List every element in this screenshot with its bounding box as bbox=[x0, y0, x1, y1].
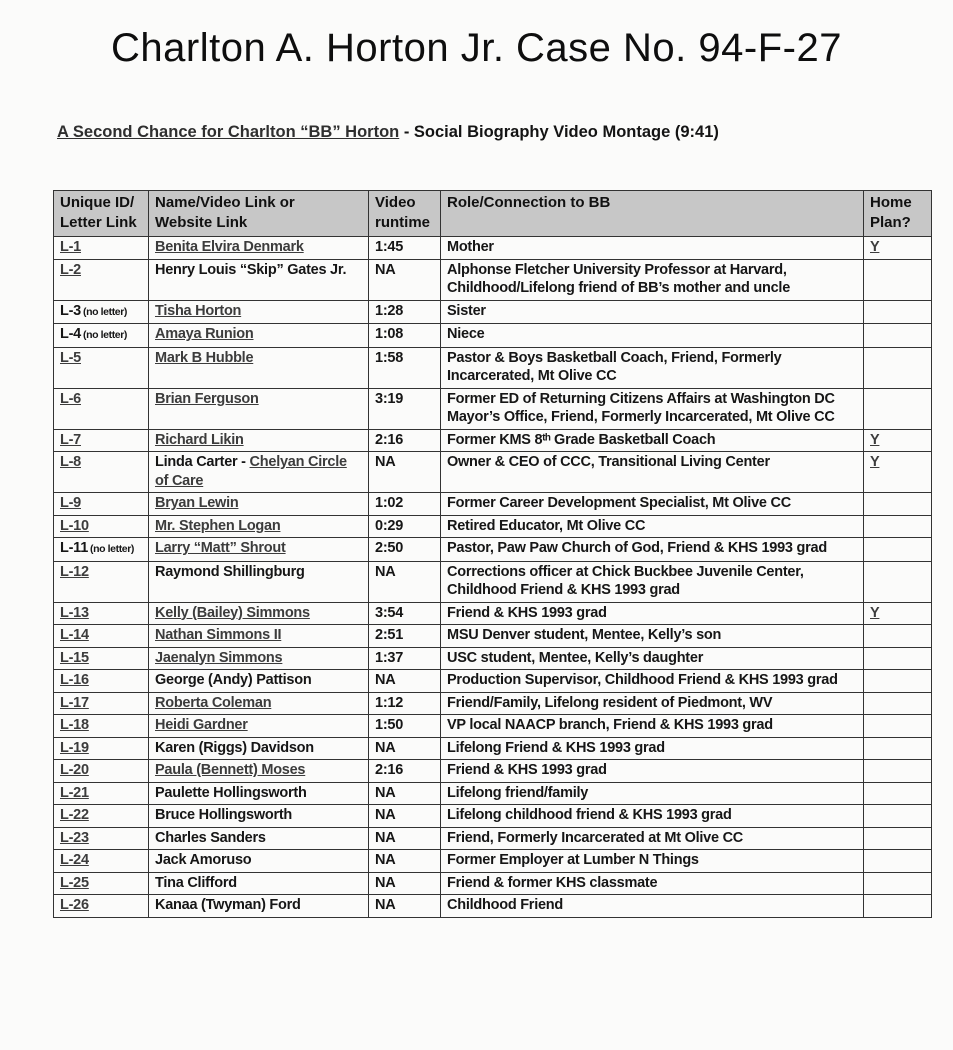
row-id-text: L-11 bbox=[60, 540, 89, 556]
header-line: Letter Link bbox=[60, 214, 137, 231]
row-id-text: L-4 bbox=[60, 326, 81, 342]
runtime-cell: 2:50 bbox=[369, 538, 441, 562]
name-cell bbox=[149, 429, 369, 452]
header-line: Name/Video Link or bbox=[155, 194, 295, 211]
name-link[interactable]: Nathan Simmons II bbox=[155, 627, 282, 643]
home-plan-cell bbox=[864, 300, 932, 324]
header-line: Role/Connection to BB bbox=[447, 194, 611, 211]
id-note: (no letter) bbox=[83, 305, 128, 318]
table-row bbox=[54, 737, 932, 760]
table-row bbox=[54, 602, 932, 625]
name-cell bbox=[149, 850, 369, 873]
name-cell bbox=[149, 670, 369, 693]
home-plan-cell bbox=[864, 237, 932, 260]
table-row bbox=[54, 259, 932, 300]
id-cell bbox=[54, 429, 149, 452]
row-id-link[interactable]: L-16 bbox=[60, 672, 89, 688]
name-link[interactable]: Amaya Runion bbox=[155, 326, 254, 342]
name-link[interactable]: Brian Ferguson bbox=[155, 390, 259, 407]
table-row bbox=[54, 715, 932, 738]
name-cell bbox=[149, 515, 369, 538]
name-cell bbox=[149, 805, 369, 828]
row-id-link[interactable]: L-2 bbox=[60, 261, 81, 278]
name-cell bbox=[149, 300, 369, 324]
id-cell bbox=[54, 561, 149, 602]
home-plan-cell bbox=[864, 324, 932, 348]
home-plan-link[interactable]: Y bbox=[870, 454, 880, 470]
id-cell bbox=[54, 737, 149, 760]
id-cell bbox=[54, 602, 149, 625]
home-plan-cell bbox=[864, 827, 932, 850]
runtime-cell: NA bbox=[369, 452, 441, 493]
home-plan-cell bbox=[864, 760, 932, 783]
home-plan-cell bbox=[864, 388, 932, 429]
name-text: Paulette Hollingsworth bbox=[155, 784, 307, 801]
name-cell bbox=[149, 625, 369, 648]
name-cell bbox=[149, 602, 369, 625]
row-id-link[interactable]: L-12 bbox=[60, 563, 89, 580]
name-text: George (Andy) Pattison bbox=[155, 672, 312, 688]
role-cell: Lifelong Friend & KHS 1993 grad bbox=[441, 737, 864, 760]
name-text: Kanaa (Twyman) Ford bbox=[155, 897, 301, 913]
runtime-cell: NA bbox=[369, 259, 441, 300]
home-plan-cell bbox=[864, 515, 932, 538]
id-cell bbox=[54, 782, 149, 805]
runtime-cell: 1:45 bbox=[369, 237, 441, 260]
home-plan-cell bbox=[864, 872, 932, 895]
id-cell bbox=[54, 515, 149, 538]
home-plan-cell bbox=[864, 602, 932, 625]
runtime-cell: 1:28 bbox=[369, 300, 441, 324]
runtime-cell: 2:16 bbox=[369, 429, 441, 452]
home-plan-cell bbox=[864, 429, 932, 452]
header-row bbox=[54, 191, 932, 237]
column-header-home bbox=[864, 191, 932, 237]
name-link[interactable]: Paula (Bennett) Moses bbox=[155, 762, 306, 778]
id-cell bbox=[54, 452, 149, 493]
name-cell bbox=[149, 347, 369, 388]
name-cell bbox=[149, 259, 369, 300]
id-cell bbox=[54, 625, 149, 648]
home-plan-link[interactable]: Y bbox=[870, 431, 880, 448]
home-plan-cell bbox=[864, 347, 932, 388]
header-line: Home bbox=[870, 194, 912, 211]
home-plan-cell bbox=[864, 493, 932, 516]
id-cell bbox=[54, 493, 149, 516]
row-id-link[interactable]: L-20 bbox=[60, 762, 89, 778]
column-header-role bbox=[441, 191, 864, 237]
runtime-cell: 1:12 bbox=[369, 692, 441, 715]
id-note: (no letter) bbox=[83, 329, 128, 341]
name-cell bbox=[149, 237, 369, 260]
runtime-cell: 1:37 bbox=[369, 647, 441, 670]
runtime-cell: 1:08 bbox=[369, 324, 441, 348]
home-plan-cell bbox=[864, 625, 932, 648]
id-note: (no letter) bbox=[90, 543, 135, 555]
name-link[interactable]: Chelyan Circle of Care bbox=[155, 454, 347, 489]
name-cell bbox=[149, 715, 369, 738]
row-id-link[interactable]: L-22 bbox=[60, 807, 89, 823]
home-plan-cell bbox=[864, 692, 932, 715]
table-row bbox=[54, 850, 932, 873]
role-cell: Owner & CEO of CCC, Transitional Living Center bbox=[441, 452, 864, 493]
role-cell: MSU Denver student, Mentee, Kelly’s son bbox=[441, 625, 864, 648]
id-cell bbox=[54, 827, 149, 850]
montage-video-link[interactable]: A Second Chance for Charlton “BB” Horton bbox=[57, 123, 400, 141]
home-plan-cell bbox=[864, 561, 932, 602]
table-row bbox=[54, 452, 932, 493]
table-row bbox=[54, 692, 932, 715]
name-cell bbox=[149, 452, 369, 493]
role-cell: USC student, Mentee, Kelly’s daughter bbox=[441, 647, 864, 670]
header-line: Plan? bbox=[870, 214, 911, 231]
table-row bbox=[54, 515, 932, 538]
id-cell bbox=[54, 324, 149, 348]
table-row bbox=[54, 805, 932, 828]
name-link[interactable]: Mark B Hubble bbox=[155, 349, 254, 366]
table-body bbox=[54, 237, 932, 918]
row-id-link[interactable]: L-15 bbox=[60, 649, 89, 666]
home-plan-cell bbox=[864, 805, 932, 828]
id-cell bbox=[54, 670, 149, 693]
table-row bbox=[54, 237, 932, 260]
role-cell: VP local NAACP branch, Friend & KHS 1993 grad bbox=[441, 715, 864, 738]
table-row bbox=[54, 388, 932, 429]
role-cell: Alphonse Fletcher University Professor at Harvard, Childhood/Lifelong friend of BB’s mother and uncle bbox=[441, 259, 864, 300]
header-line: Unique ID/ bbox=[60, 194, 135, 211]
role-cell: Niece bbox=[441, 324, 864, 348]
name-cell bbox=[149, 782, 369, 805]
table-row bbox=[54, 561, 932, 602]
table-row bbox=[54, 625, 932, 648]
role-cell: Former ED of Returning Citizens Affairs at Washington DC Mayor’s Office, Friend, Formerly Incarcerated, Mt Olive CC bbox=[441, 388, 864, 429]
role-cell: Former Career Development Specialist, Mt Olive CC bbox=[441, 493, 864, 516]
subtitle-description: - Social Biography Video Montage (9:41) bbox=[399, 123, 719, 141]
id-cell bbox=[54, 715, 149, 738]
id-cell bbox=[54, 259, 149, 300]
row-id-link[interactable]: L-13 bbox=[60, 604, 89, 621]
home-plan-cell bbox=[864, 647, 932, 670]
runtime-cell: NA bbox=[369, 670, 441, 693]
row-id-link[interactable]: L-23 bbox=[60, 829, 89, 846]
name-text: Jack Amoruso bbox=[155, 852, 252, 868]
name-cell bbox=[149, 561, 369, 602]
table-row bbox=[54, 872, 932, 895]
role-cell: Sister bbox=[441, 300, 864, 324]
page-title: Charlton A. Horton Jr. Case No. 94-F-27 bbox=[111, 26, 842, 70]
role-cell: Former KMS 8ᵗʰ Grade Basketball Coach bbox=[441, 429, 864, 452]
home-plan-cell bbox=[864, 737, 932, 760]
row-id-link[interactable]: L-6 bbox=[60, 390, 81, 407]
name-cell bbox=[149, 647, 369, 670]
id-cell bbox=[54, 647, 149, 670]
id-cell bbox=[54, 538, 149, 562]
home-plan-cell bbox=[864, 850, 932, 873]
table-row bbox=[54, 895, 932, 918]
name-cell bbox=[149, 872, 369, 895]
column-header-id bbox=[54, 191, 149, 237]
id-cell bbox=[54, 850, 149, 873]
home-plan-link[interactable]: Y bbox=[870, 604, 880, 621]
id-cell bbox=[54, 300, 149, 324]
home-plan-cell bbox=[864, 782, 932, 805]
name-cell bbox=[149, 827, 369, 850]
id-cell bbox=[54, 237, 149, 260]
home-plan-cell bbox=[864, 670, 932, 693]
row-id-link[interactable]: L-19 bbox=[60, 739, 89, 756]
runtime-cell: NA bbox=[369, 782, 441, 805]
name-link[interactable]: Benita Elvira Denmark bbox=[155, 239, 304, 255]
home-plan-cell bbox=[864, 895, 932, 918]
name-link[interactable]: Heidi Gardner bbox=[155, 717, 248, 733]
table-row bbox=[54, 538, 932, 562]
name-cell bbox=[149, 760, 369, 783]
runtime-cell: 1:02 bbox=[369, 493, 441, 516]
subtitle bbox=[57, 123, 953, 142]
row-id-link[interactable]: L-14 bbox=[60, 627, 89, 643]
role-cell: Friend & former KHS classmate bbox=[441, 872, 864, 895]
home-plan-cell bbox=[864, 452, 932, 493]
name-link[interactable]: Roberta Coleman bbox=[155, 694, 272, 711]
runtime-cell: NA bbox=[369, 561, 441, 602]
name-link[interactable]: Kelly (Bailey) Simmons bbox=[155, 604, 310, 621]
role-cell: Mother bbox=[441, 237, 864, 260]
table-row bbox=[54, 647, 932, 670]
row-id-link[interactable]: L-25 bbox=[60, 874, 89, 891]
role-cell: Pastor & Boys Basketball Coach, Friend, Formerly Incarcerated, Mt Olive CC bbox=[441, 347, 864, 388]
name-text: Linda Carter - bbox=[155, 454, 250, 470]
name-text: Tina Clifford bbox=[155, 874, 237, 891]
row-id-link[interactable]: L-24 bbox=[60, 852, 89, 868]
runtime-cell: 0:29 bbox=[369, 515, 441, 538]
runtime-cell: NA bbox=[369, 872, 441, 895]
name-cell bbox=[149, 538, 369, 562]
document-page bbox=[0, 26, 953, 918]
role-cell: Lifelong childhood friend & KHS 1993 grad bbox=[441, 805, 864, 828]
id-cell bbox=[54, 347, 149, 388]
home-plan-cell bbox=[864, 715, 932, 738]
runtime-cell: 3:54 bbox=[369, 602, 441, 625]
name-cell bbox=[149, 324, 369, 348]
id-cell bbox=[54, 805, 149, 828]
name-cell bbox=[149, 493, 369, 516]
id-cell bbox=[54, 872, 149, 895]
table-row bbox=[54, 827, 932, 850]
name-text: Charles Sanders bbox=[155, 829, 266, 846]
row-id-link[interactable]: L-10 bbox=[60, 517, 89, 534]
role-cell: Corrections officer at Chick Buckbee Juvenile Center, Childhood Friend & KHS 1993 grad bbox=[441, 561, 864, 602]
role-cell: Production Supervisor, Childhood Friend & KHS 1993 grad bbox=[441, 670, 864, 693]
role-cell: Retired Educator, Mt Olive CC bbox=[441, 515, 864, 538]
header-line: runtime bbox=[375, 214, 431, 231]
name-link[interactable]: Bryan Lewin bbox=[155, 495, 239, 511]
id-cell bbox=[54, 692, 149, 715]
name-link[interactable]: Mr. Stephen Logan bbox=[155, 517, 281, 534]
role-cell: Friend & KHS 1993 grad bbox=[441, 760, 864, 783]
name-text: Bruce Hollingsworth bbox=[155, 807, 293, 823]
row-id-link[interactable]: L-7 bbox=[60, 431, 81, 448]
role-cell: Friend, Formerly Incarcerated at Mt Olive CC bbox=[441, 827, 864, 850]
table-row bbox=[54, 429, 932, 452]
runtime-cell: NA bbox=[369, 827, 441, 850]
role-cell: Childhood Friend bbox=[441, 895, 864, 918]
runtime-cell: NA bbox=[369, 737, 441, 760]
table-row bbox=[54, 324, 932, 348]
table-row bbox=[54, 670, 932, 693]
row-id-link[interactable]: L-9 bbox=[60, 495, 81, 511]
home-plan-cell bbox=[864, 538, 932, 562]
column-header-name bbox=[149, 191, 369, 237]
row-id-link[interactable]: L-26 bbox=[60, 897, 89, 913]
runtime-cell: NA bbox=[369, 805, 441, 828]
name-link[interactable]: Larry “Matt” Shrout bbox=[155, 540, 286, 556]
name-link[interactable]: Jaenalyn Simmons bbox=[155, 649, 283, 666]
row-id-link[interactable]: L-1 bbox=[60, 239, 81, 255]
runtime-cell: 2:16 bbox=[369, 760, 441, 783]
id-cell bbox=[54, 388, 149, 429]
id-cell bbox=[54, 895, 149, 918]
header-line: Video bbox=[375, 194, 416, 211]
table-row bbox=[54, 782, 932, 805]
name-link[interactable]: Tisha Horton bbox=[155, 302, 242, 319]
runtime-cell: NA bbox=[369, 895, 441, 918]
row-id-link[interactable]: L-8 bbox=[60, 454, 81, 470]
role-cell: Friend/Family, Lifelong resident of Piedmont, WV bbox=[441, 692, 864, 715]
home-plan-cell bbox=[864, 259, 932, 300]
name-text: Henry Louis “Skip” Gates Jr. bbox=[155, 261, 347, 278]
row-id-link[interactable]: L-21 bbox=[60, 784, 89, 801]
id-cell bbox=[54, 760, 149, 783]
name-cell bbox=[149, 692, 369, 715]
video-links-table bbox=[53, 190, 932, 918]
name-text: Karen (Riggs) Davidson bbox=[155, 739, 314, 756]
name-cell bbox=[149, 737, 369, 760]
home-plan-link[interactable]: Y bbox=[870, 239, 880, 255]
role-cell: Former Employer at Lumber N Things bbox=[441, 850, 864, 873]
row-id-link[interactable]: L-17 bbox=[60, 694, 89, 711]
role-cell: Lifelong friend/family bbox=[441, 782, 864, 805]
header-line: Website Link bbox=[155, 214, 248, 231]
name-cell bbox=[149, 388, 369, 429]
name-link[interactable]: Richard Likin bbox=[155, 431, 244, 448]
row-id-link[interactable]: L-5 bbox=[60, 349, 81, 366]
runtime-cell: 1:50 bbox=[369, 715, 441, 738]
role-cell: Friend & KHS 1993 grad bbox=[441, 602, 864, 625]
row-id-link[interactable]: L-18 bbox=[60, 717, 89, 733]
name-text: Raymond Shillingburg bbox=[155, 563, 305, 580]
runtime-cell: 3:19 bbox=[369, 388, 441, 429]
table-row bbox=[54, 760, 932, 783]
runtime-cell: 2:51 bbox=[369, 625, 441, 648]
row-id-text: L-3 bbox=[60, 302, 81, 319]
table-row bbox=[54, 347, 932, 388]
table-row bbox=[54, 493, 932, 516]
runtime-cell: NA bbox=[369, 850, 441, 873]
name-cell bbox=[149, 895, 369, 918]
runtime-cell: 1:58 bbox=[369, 347, 441, 388]
role-cell: Pastor, Paw Paw Church of God, Friend & KHS 1993 grad bbox=[441, 538, 864, 562]
table-row bbox=[54, 300, 932, 324]
column-header-runtime bbox=[369, 191, 441, 237]
